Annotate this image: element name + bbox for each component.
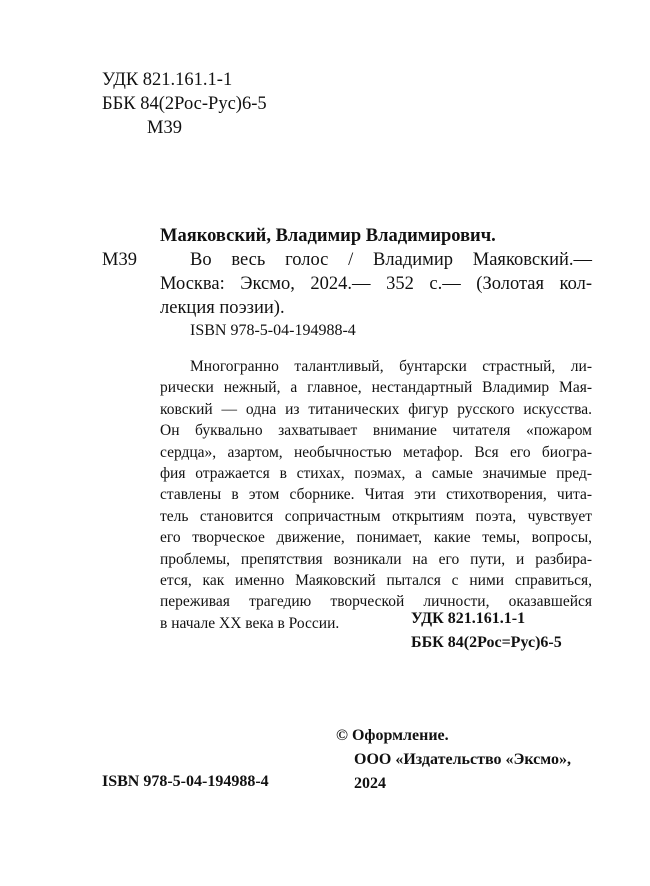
bibliographic-line: лекция поэзии). xyxy=(160,298,285,318)
bbk-code-bottom: ББК 84(2Рос=Рус)6-5 xyxy=(411,634,562,651)
annotation-line: тель становится сопричастным открытиям поэта, чувствует xyxy=(160,507,592,525)
bibliographic-line: Во весь голос / Владимир Маяковский.— xyxy=(190,250,592,270)
annotation-line: фия отражается в стихах, поэмах, а самые значимые пред- xyxy=(160,465,592,483)
isbn-record: ISBN 978-5-04-194988-4 xyxy=(190,322,356,339)
annotation-line: Он буквально захватывает внимание читателя «пожаром xyxy=(160,422,592,440)
bbk-code: ББК 84(2Рос-Рус)6-5 xyxy=(102,94,267,114)
bibliographic-description xyxy=(160,248,592,320)
annotation-line: ется, как именно Маяковский пытался с ними справиться, xyxy=(160,572,592,590)
author-mark-side: М39 xyxy=(102,250,137,270)
annotation-line: ковский — одна из титанических фигур русского искусства. xyxy=(160,400,592,418)
isbn-bottom: ISBN 978-5-04-194988-4 xyxy=(102,773,269,790)
annotation-line: переживая трагедию творческой личности, оказавшейся xyxy=(160,593,592,611)
copyright-year: 2024 xyxy=(354,775,386,792)
copyright-line: © Оформление. xyxy=(336,727,449,744)
annotation-line: его творческое движение, понимает, какие темы, вопросы, xyxy=(160,529,592,547)
bibliographic-line: Москва: Эксмо, 2024.— 352 с.— (Золотая кол- xyxy=(160,274,592,294)
annotation-line: проблемы, препятствия возникали на его пути, и разбира- xyxy=(160,550,592,568)
udk-code-bottom: УДК 821.161.1-1 xyxy=(411,610,526,627)
udk-code: УДК 821.161.1-1 xyxy=(102,70,233,90)
author-mark: М39 xyxy=(147,118,182,138)
annotation-line: ставлены в этом сборнике. Читая эти стихотворения, чита- xyxy=(160,486,592,504)
copyright-notice xyxy=(336,724,571,796)
annotation-line: рически нежный, а главное, нестандартный Владимир Мая- xyxy=(160,379,592,397)
classification-codes-bottom xyxy=(411,607,562,655)
annotation-line: Многогранно талантливый, бунтарски страстный, ли- xyxy=(190,358,592,375)
publisher-line: ООО «Издательство «Эксмо», xyxy=(354,751,571,768)
annotation-line: сердца», азартом, необычностью метафор. Вся его биогра- xyxy=(160,443,592,461)
author-name: Маяковский, Владимир Владимирович. xyxy=(160,226,496,246)
annotation-line: в начале XX века в России. xyxy=(160,614,340,632)
annotation xyxy=(160,356,592,634)
classification-codes-top xyxy=(102,68,267,140)
